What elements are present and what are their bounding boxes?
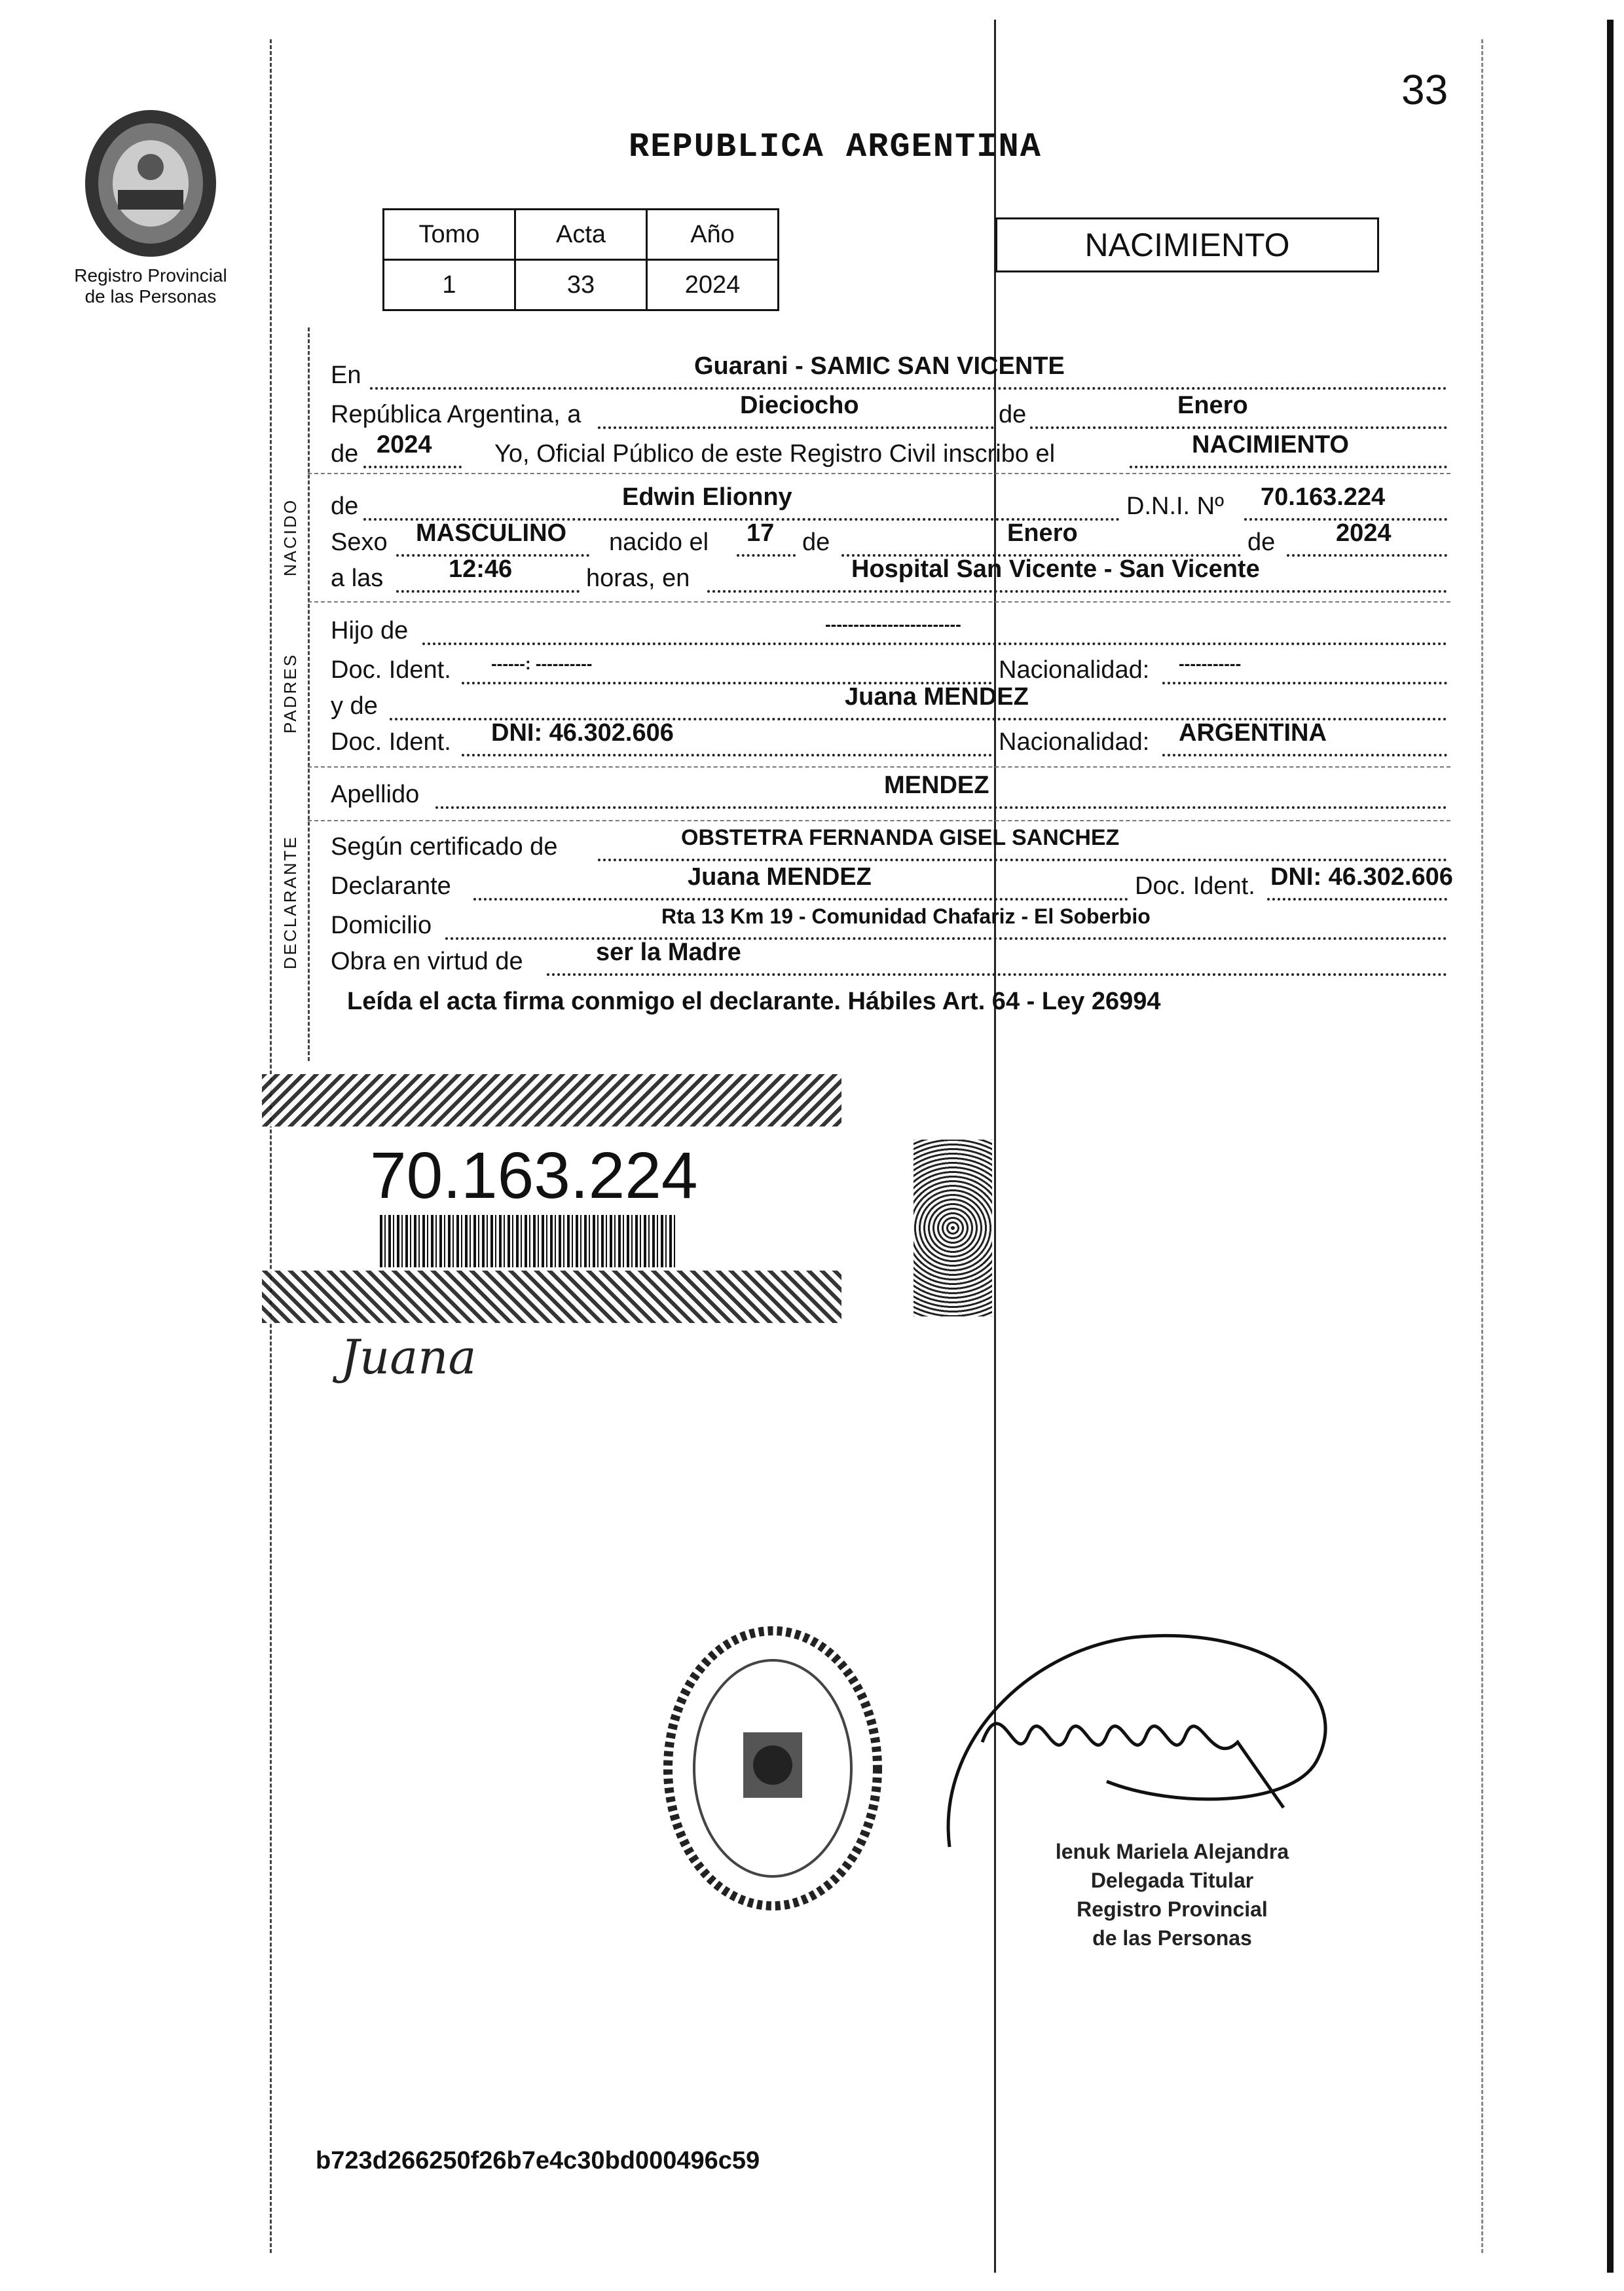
domicilio-value: Rta 13 Km 19 - Comunidad Chafariz - El Soberbio (661, 904, 1151, 928)
closing-text: Leída el acta firma conmigo el declarante. Hábiles Art. 64 - Ley 26994 (347, 988, 1161, 1015)
obra-value: ser la Madre (596, 939, 741, 966)
province-logo (79, 105, 223, 262)
tomo-value: 1 (384, 260, 515, 310)
en-value: Guarani - SAMIC SAN VICENTE (694, 352, 1065, 380)
obra-label: Obra en virtud de (331, 948, 523, 975)
de3-label: de (331, 493, 359, 520)
dots (1162, 682, 1447, 684)
horas-label: horas, en (586, 565, 690, 592)
dots (1162, 754, 1447, 756)
barcode-number: 70.163.224 (370, 1139, 698, 1212)
en-label: En (331, 362, 361, 389)
mes-value: Enero (1177, 392, 1248, 419)
seal-icon (661, 1624, 884, 1912)
declarante-label: Declarante (331, 872, 451, 900)
de5-label: de (1247, 529, 1276, 556)
doc3-label: Doc. Ident. (1135, 872, 1255, 900)
anio-value: 2024 (647, 260, 779, 310)
dots (435, 806, 1447, 809)
hora-value: 12:46 (449, 555, 513, 583)
document-hash: b723d266250f26b7e4c30bd000496c59 (316, 2147, 760, 2174)
republica-label: República Argentina, a (331, 401, 581, 428)
section-declarante: DECLARANTE (280, 835, 300, 969)
official-signature (897, 1611, 1395, 1873)
dni-label: D.N.I. Nº (1126, 493, 1224, 520)
apellido-value: MENDEZ (884, 772, 989, 799)
oficial-text: Yo, Oficial Público de este Registro Civil inscribo el (494, 440, 1056, 468)
dots (370, 387, 1447, 390)
anio-value: 2024 (377, 431, 432, 458)
logo-caption (39, 265, 262, 307)
nacido-label: nacido el (609, 529, 709, 556)
nombre-value: Edwin Elionny (622, 483, 792, 511)
doc2-value: DNI: 46.302.606 (491, 719, 674, 747)
nac2-label: Nacionalidad: (999, 728, 1150, 756)
madre-value: Juana MENDEZ (845, 683, 1029, 711)
tipo-value: NACIMIENTO (1192, 431, 1349, 458)
row-apellido (331, 772, 1449, 813)
divider-2 (308, 601, 1450, 603)
de-label: de (999, 401, 1027, 428)
doc3-value: DNI: 46.302.606 (1270, 863, 1453, 891)
nac2-value: ARGENTINA (1179, 719, 1327, 747)
anio-header: Año (647, 210, 779, 260)
security-pattern (913, 1140, 992, 1316)
official-org2: de las Personas (1092, 1926, 1252, 1950)
de4-label: de (802, 529, 830, 556)
dots (1267, 898, 1447, 901)
section-padres: PADRES (280, 653, 300, 734)
doc2-label: Doc. Ident. (331, 728, 451, 756)
barcode-sticker (262, 1074, 841, 1323)
dots (707, 590, 1447, 593)
dia-value: Dieciocho (740, 392, 859, 419)
row-en (331, 352, 1449, 394)
row-inscribo (331, 431, 1449, 472)
acta-value: 33 (515, 260, 647, 310)
dots (363, 466, 462, 468)
sexo-value: MASCULINO (416, 519, 567, 547)
dots (1287, 554, 1447, 557)
declarante-value: Juana MENDEZ (688, 863, 872, 891)
act-type-box (995, 217, 1379, 272)
apellido-label: Apellido (331, 781, 420, 808)
hijo-label: Hijo de (331, 617, 409, 644)
a-las-label: a las (331, 565, 384, 592)
record-table (382, 208, 779, 311)
divider-3 (308, 766, 1450, 768)
nac1-label: Nacionalidad: (999, 656, 1150, 684)
doc1-value: ------: ---------- (491, 654, 593, 673)
registry-line1: Registro Provincial (74, 265, 227, 286)
page-number: 33 (1401, 66, 1449, 113)
row-obra (331, 939, 1449, 980)
nac1-value: ----------- (1179, 654, 1242, 673)
nac-dia: 17 (747, 519, 775, 547)
inner-margin-line (308, 327, 310, 1061)
barcode-icon (380, 1215, 678, 1267)
sticker-top-pattern (262, 1074, 841, 1127)
dots (1130, 466, 1447, 468)
dots (547, 973, 1447, 976)
sticker-bottom-pattern (262, 1271, 841, 1323)
right-margin-line (1481, 39, 1483, 2253)
de2-label: de (331, 440, 359, 468)
act-type: NACIMIENTO (1084, 227, 1290, 263)
sexo-label: Sexo (331, 529, 388, 556)
section-nacido: NACIDO (280, 498, 300, 576)
tomo-header: Tomo (384, 210, 515, 260)
doc1-label: Doc. Ident. (331, 656, 451, 684)
official-block (1022, 1837, 1323, 1952)
official-name: lenuk Mariela Alejandra (1055, 1840, 1289, 1863)
yde-label: y de (331, 692, 378, 720)
dots (396, 590, 580, 593)
dots (598, 426, 994, 429)
misiones-shield-icon (79, 105, 223, 262)
right-edge-strip (1607, 20, 1614, 2273)
lugar-value: Hospital San Vicente - San Vicente (851, 555, 1260, 583)
acta-header: Acta (515, 210, 647, 260)
official-org1: Registro Provincial (1077, 1897, 1268, 1921)
divider-1 (308, 473, 1450, 474)
segun-label: Según certificado de (331, 833, 558, 861)
signature-scribble-icon (897, 1611, 1395, 1873)
dots (462, 754, 992, 756)
official-seal (661, 1624, 884, 1912)
row-hora (331, 555, 1449, 597)
row-hijo (331, 612, 1449, 649)
dots (737, 554, 796, 557)
domicilio-label: Domicilio (331, 912, 432, 939)
row-doc2 (331, 719, 1449, 760)
country-title: REPUBLICA ARGENTINA (629, 128, 1042, 166)
nac-mes: Enero (1007, 519, 1078, 547)
row-domicilio (331, 904, 1449, 944)
declarant-signature: Juana (341, 1330, 477, 1385)
nac-anio: 2024 (1336, 519, 1392, 547)
hijo-value: ------------------------ (825, 614, 961, 634)
dni-value: 70.163.224 (1261, 483, 1386, 511)
official-title: Delegada Titular (1090, 1869, 1254, 1892)
segun-value: OBSTETRA FERNANDA GISEL SANCHEZ (681, 825, 1120, 850)
registry-line2: de las Personas (84, 286, 217, 307)
